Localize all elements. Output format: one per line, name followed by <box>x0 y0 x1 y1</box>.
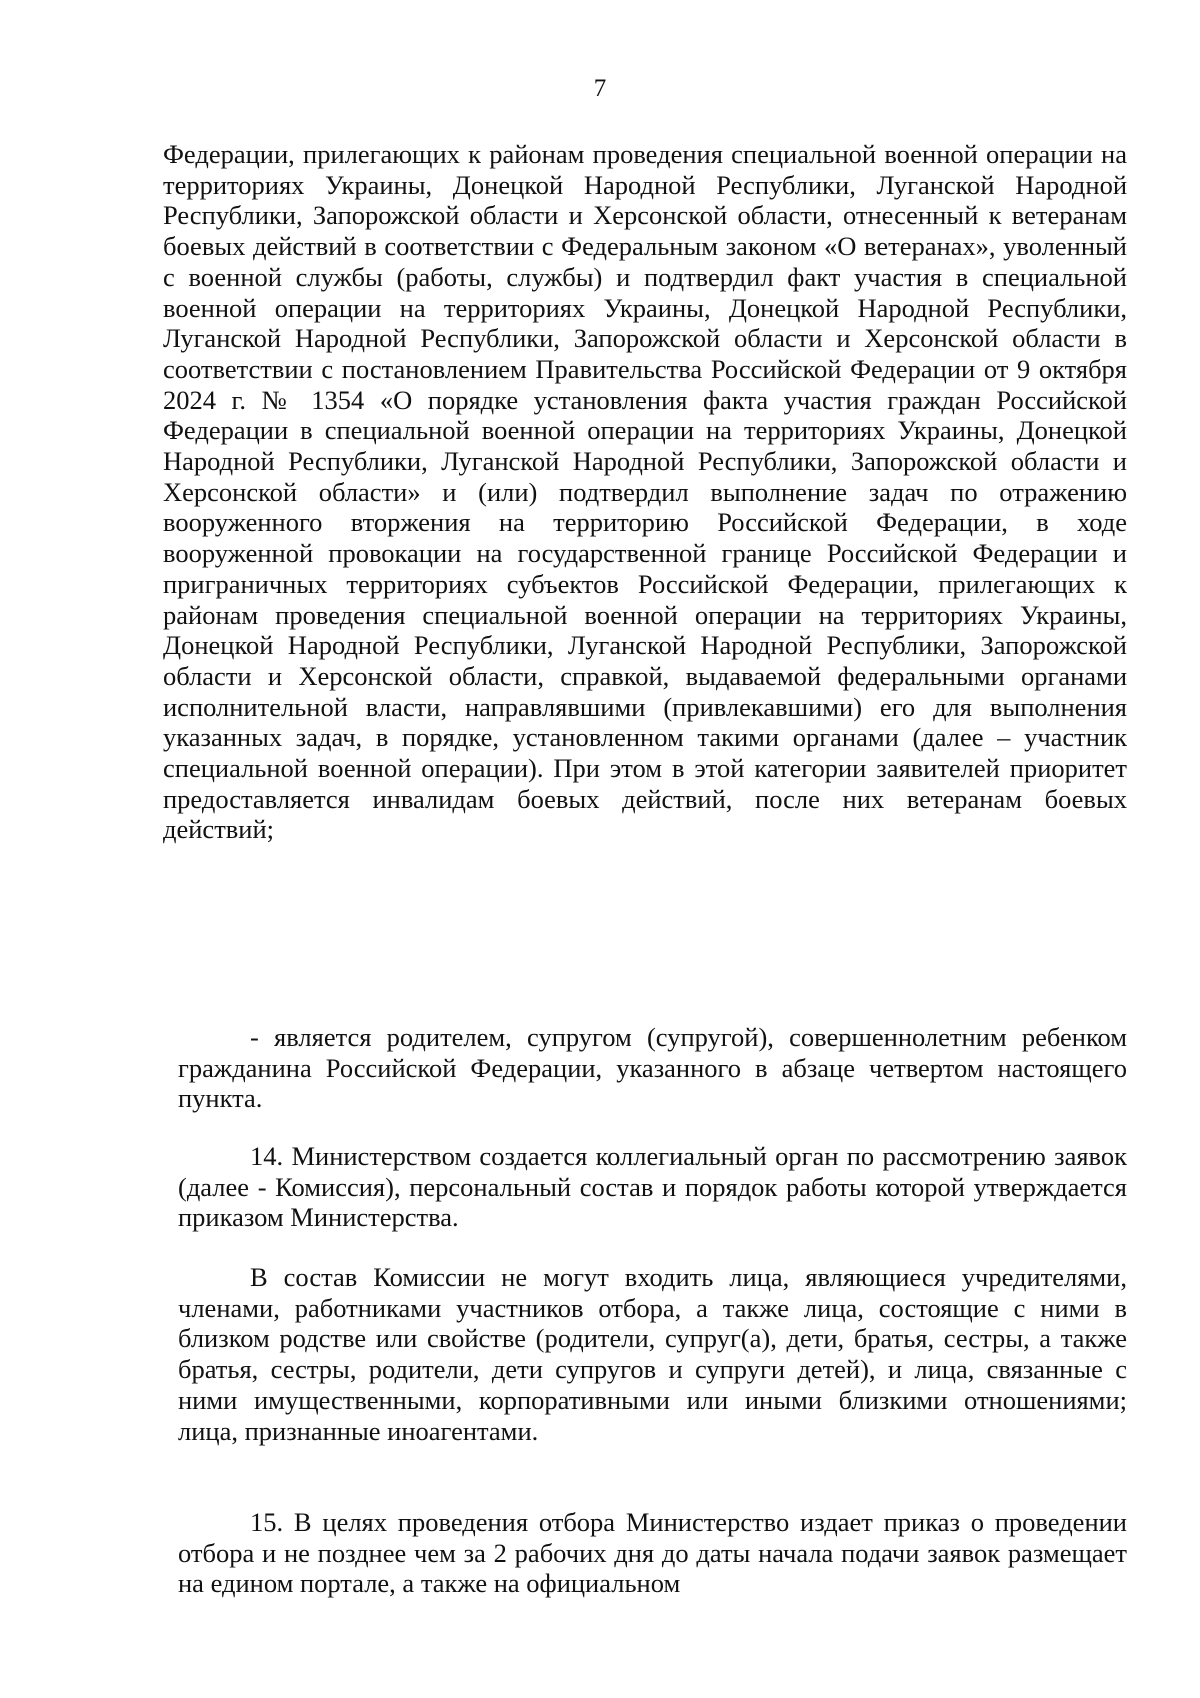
paragraph-relative-eligibility: - является родителем, супругом (супругой), совершеннолетним ребенком гражданина Российской Федерации, указанного в абзаце четвертом настоящего пункта. <box>178 1022 1127 1114</box>
paragraph-continuation-eligibility: Федерации, прилегающих к районам проведения специальной военной операции на территориях Украины, Донецкой Народной Республики, Луганской Народной Республики, Запорожской области и Херсонской области, отнесенный к ветеранам боевых действий в соответствии с Федеральным законом «О ветеранах», уволенный с военной службы (работы, службы) и подтвердил факт участия в специальной военной операции на территориях Украины, Донецкой Народной Республики, Луганской Народной Республики, Запорожской области и Херсонской области в соответствии с постановлением Правительства Российской Федерации от 9 октября 2024 г. № 1354 «О порядке установления факта участия граждан Российской Федерации в специальной военной операции на территориях Украины, Донецкой Народной Республики, Луганской Народной Республики, Запорожской области и Херсонской области» и (или) подтвердил выполнение задач по отражению вооруженного вторжения на территорию Российской Федерации, в ходе вооруженной провокации на государственной границе Российской Федерации и приграничных территориях субъектов Российской Федерации, прилегающих к районам проведения специальной военной операции на территориях Украины, Донецкой Народной Республики, Луганской Народной Республики, Запорожской области и Херсонской области, справкой, выдаваемой федеральными органами исполнительной власти, направлявшими (привлекавшими) его для выполнения указанных задач, в порядке, установленном такими органами (далее – участник специальной военной операции). При этом в этой категории заявителей приоритет предоставляется инвалидам боевых действий, после них ветеранам боевых действий; <box>163 139 1127 845</box>
paragraph-clause-15-selection-order: 15. В целях проведения отбора Министерство издает приказ о проведении отбора и не позднее чем за 2 рабочих дня до даты начала подачи заявок размещает на едином портале, а также на официальном <box>178 1507 1127 1599</box>
paragraph-clause-14-commission: 14. Министерством создается коллегиальный орган по рассмотрению заявок (далее - Комиссия), персональный состав и порядок работы которой утверждается приказом Министерства. <box>178 1141 1127 1233</box>
page-number: 7 <box>593 75 607 102</box>
paragraph-commission-composition: В состав Комиссии не могут входить лица, являющиеся учредителями, членами, работниками участников отбора, а также лица, состоящие с ними в близком родстве или свойстве (родители, супруг(а), дети, братья, сестры, а также братья, сестры, родители, дети супругов и супруги детей), и лица, связанные с ними имущественными, корпоративными или иными близкими отношениями; лица, признанные иноагентами. <box>178 1262 1127 1446</box>
